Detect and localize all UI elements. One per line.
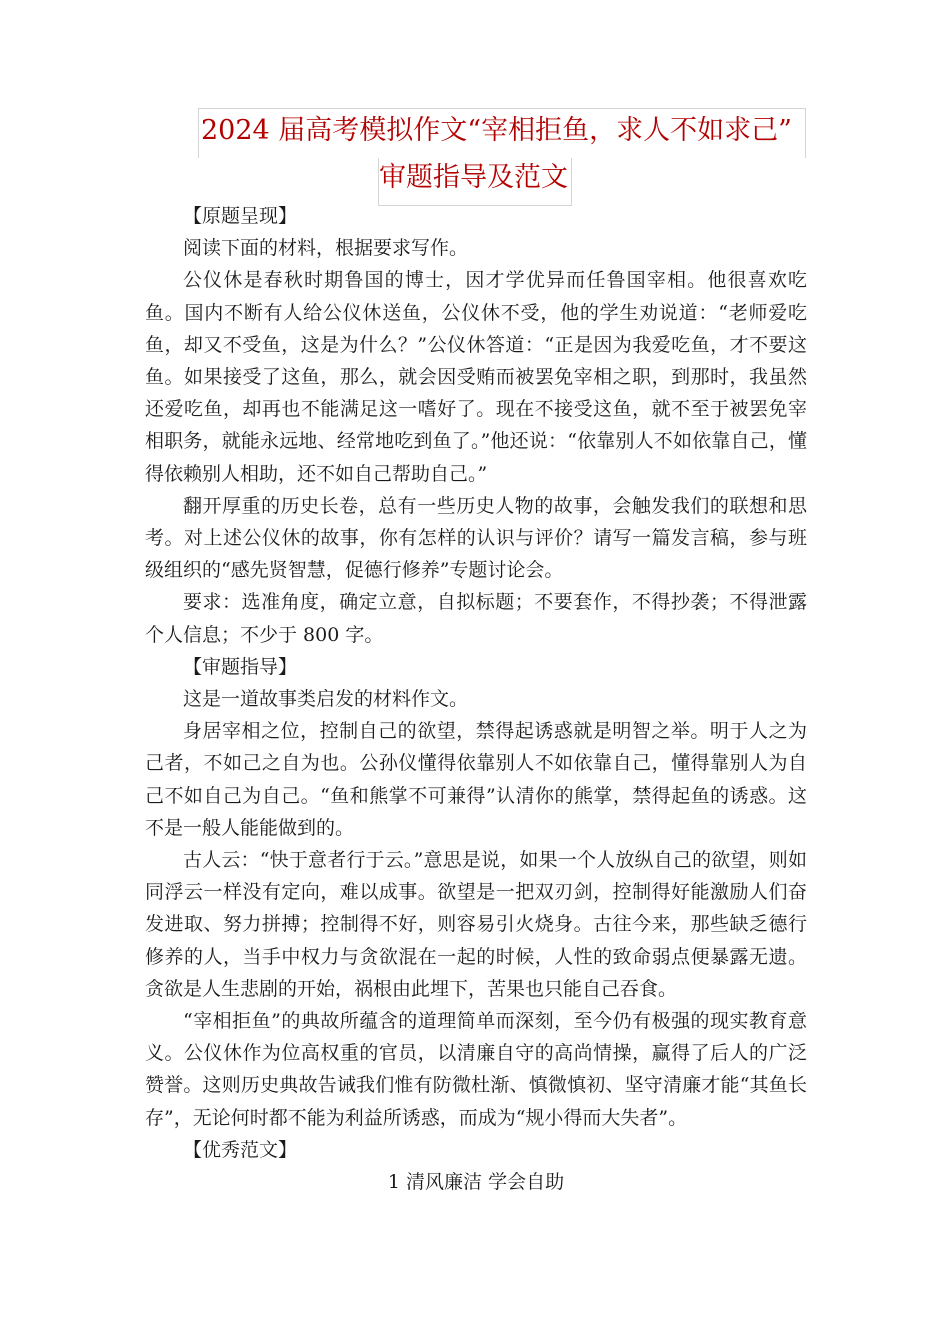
paragraph: 阅读下面的材料，根据要求写作。	[183, 237, 469, 260]
document-body	[145, 200, 807, 1198]
title-line-2-box	[378, 158, 572, 206]
paragraph: 身居宰相之位，控制自己的欲望，禁得起诱惑就是明智之举。明于人之为己者，不如己之自为也。公孙仪懂得依靠别人不如依靠自己，懂得靠别人为自己不如自己为自己。“鱼和熊掌不可兼得”认清你的熊掌，禁得起鱼的诱惑。这不是一般人能能做到的。	[145, 720, 807, 839]
section-heading-essays: 【优秀范文】	[183, 1138, 298, 1161]
paragraph: 公仪休是春秋时期鲁国的博士，因才学优异而任鲁国宰相。他很喜欢吃鱼。国内不断有人给公仪休送鱼，公仪休不受，他的学生劝说道：“老师爱吃鱼，却又不受鱼，这是为什么？”公仪休答道：“正是因为我爱吃鱼，才不要这鱼。如果接受了这鱼，那么，就会因受贿而被罢免宰相之职，到那时，我虽然还爱吃鱼，却再也不能满足这一嗜好了。现在不接受这鱼，就不至于被罢免宰相职务，就能永远地、经常地吃到鱼了。”他还说：“依靠别人不如依靠自己，懂得依赖别人相助，还不如自己帮助自己。”	[145, 269, 807, 485]
section-heading-original: 【原题呈现】	[183, 205, 298, 227]
paragraph: 翻开厚重的历史长卷，总有一些历史人物的故事，会触发我们的联想和思考。对上述公仪休的故事，你有怎样的认识与评价？请写一篇发言稿，参与班级组织的“感先贤智慧，促德行修养”专题讨论会。	[145, 494, 807, 582]
paragraph: 这是一道故事类启发的材料作文。	[183, 688, 469, 711]
paragraph: 古人云：“快于意者行于云。”意思是说，如果一个人放纵自己的欲望，则如同浮云一样没有定向，难以成事。欲望是一把双刃剑，控制得好能激励人们奋发进取、努力拼搏；控制得不好，则容易引火烧身。古往今来，那些缺乏德行修养的人，当手中权力与贪欲混在一起的时候，人性的致命弱点便暴露无遗。贪欲是人生悲剧的开始，祸根由此埋下，苦果也只能自己吞食。	[145, 849, 807, 1000]
title-line-2: 审题指导及范文	[379, 162, 568, 193]
title-line-1: 2024 届高考模拟作文“宰相拒鱼，求人不如求己”	[201, 115, 792, 146]
section-heading-guidance: 【审题指导】	[183, 655, 298, 678]
title-line-1-box	[198, 108, 806, 158]
essay-title: 1 清风廉洁 学会自助	[387, 1171, 565, 1194]
paragraph: 要求：选准角度，确定立意，自拟标题；不要套作，不得抄袭；不得泄露个人信息；不少于 800 字。	[145, 591, 807, 646]
paragraph: “宰相拒鱼”的典故所蕴含的道理简单而深刻，至今仍有极强的现实教育意义。公仪休作为位高权重的官员，以清廉自守的高尚情操，赢得了后人的广泛赞誉。这则历史典故告诫我们惟有防微杜渐、慎微慎初、坚守清廉才能“其鱼长存”，无论何时都不能为利益所诱惑，而成为“规小得而大失者”。	[145, 1010, 807, 1129]
